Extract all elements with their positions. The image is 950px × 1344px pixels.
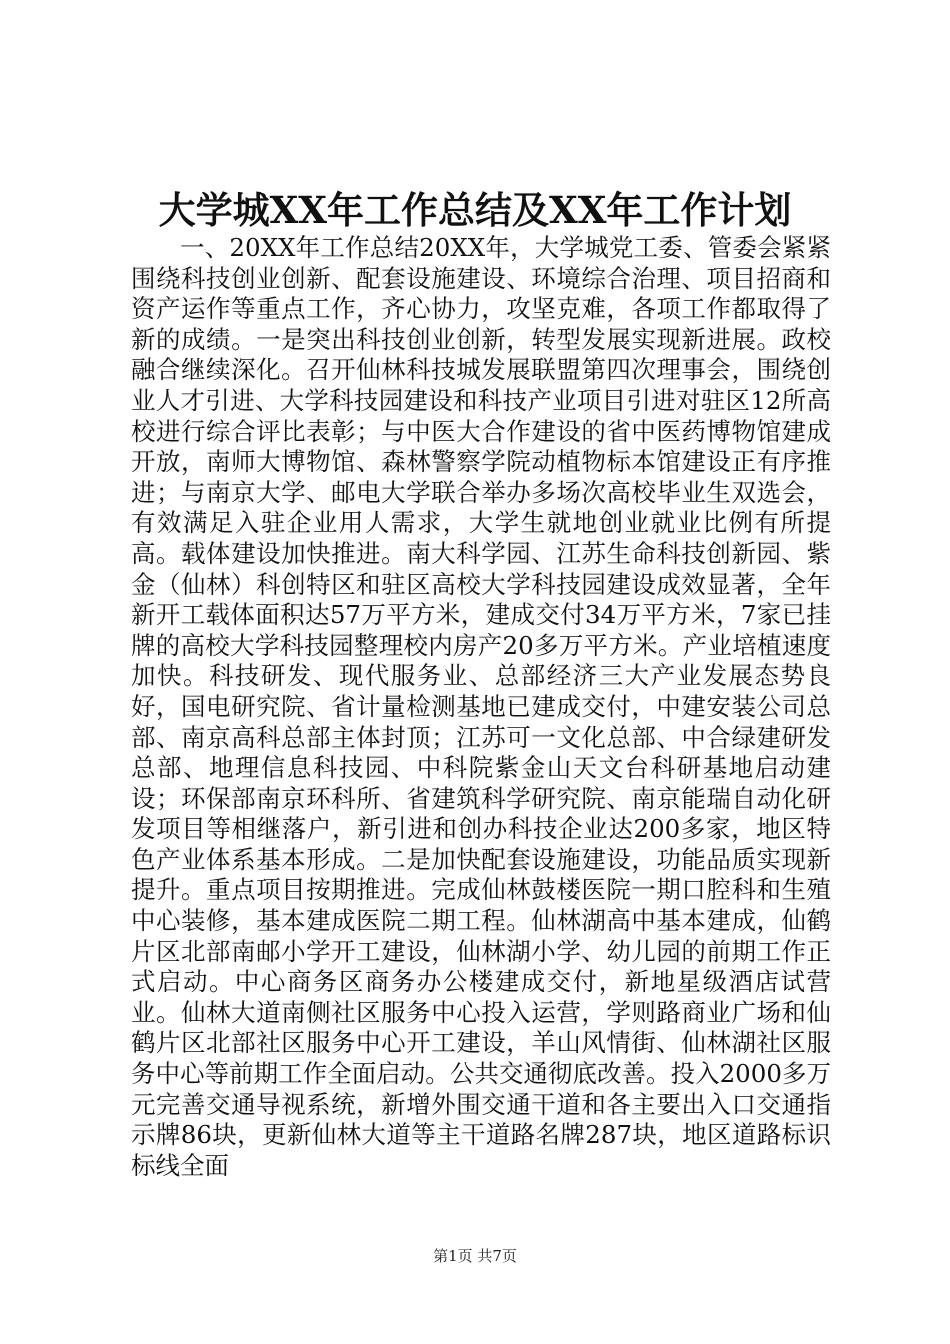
document-body-paragraph: 一、20XX年工作总结20XX年，大学城党工委、管委会紧紧围绕科技创业创新、配套设施建设、环境综合治理、项目招商和资产运作等重点工作，齐心协力，攻坚克难，各项工作都取得了新的成绩。一是突出科技创业创新，转型发展实现新进展。政校融合继续深化。召开仙林科技城发展联盟第四次理事会，围绕创业人才引进、大学科技园建设和科技产业项目引进对驻区12所高校进行综合评比表彰；与中医大合作建设的省中医药博物馆建成开放，南师大博物馆、森林警察学院动植物标本馆建设正有序推进；与南京大学、邮电大学联合举办多场次高校毕业生双选会，有效满足入驻企业用人需求，大学生就地创业就业比例有所提高。载体建设加快推进。南大科学园、江苏生命科技创新园、紫金（仙林）科创特区和驻区高校大学科技园建设成效显著，全年新开工载体面积达57万平方米，建成交付34万平方米，7家已挂牌的高校大学科技园整理校内房产20多万平方米。产业培植速度加快。科技研发、现代服务业、总部经济三大产业发展态势良好，国电研究院、省计量检测基地已建成交付，中建安装公司总部、南京高科总部主体封顶；江苏可一文化总部、中合绿建研发总部、地理信息科技园、中科院紫金山天文台科研基地启动建设；环保部南京环科所、省建筑科学研究院、南京能瑞自动化研发项目等相继落户，新引进和创办科技企业达200多家，地区特色产业体系基本形成。二是加快配套设施建设，功能品质实现新提升。重点项目按期推进。完成仙林鼓楼医院一期口腔科和生殖中心装修，基本建成医院二期工程。仙林湖高中基本建成，仙鹤片区北部南邮小学开工建设，仙林湖小学、幼儿园的前期工作正式启动。中心商务区商务办公楼建成交付，新地星级酒店试营业。仙林大道南侧社区服务中心投入运营，学则路商业广场和仙鹤片区北部社区服务中心开工建设，羊山风情街、仙林湖社区服务中心等前期工作全面启动。公共交通彻底改善。投入2000多万元完善交通导视系统，新增外围交通干道和各主要出入口交通指示牌86块，更新仙林大道等主干道路名牌287块，地区道路标识标线全面 [131,233,831,1180]
document-title: 大学城XX年工作总结及XX年工作计划 [158,188,792,232]
page-number-footer: 第1页 共7页 [433,1247,517,1265]
